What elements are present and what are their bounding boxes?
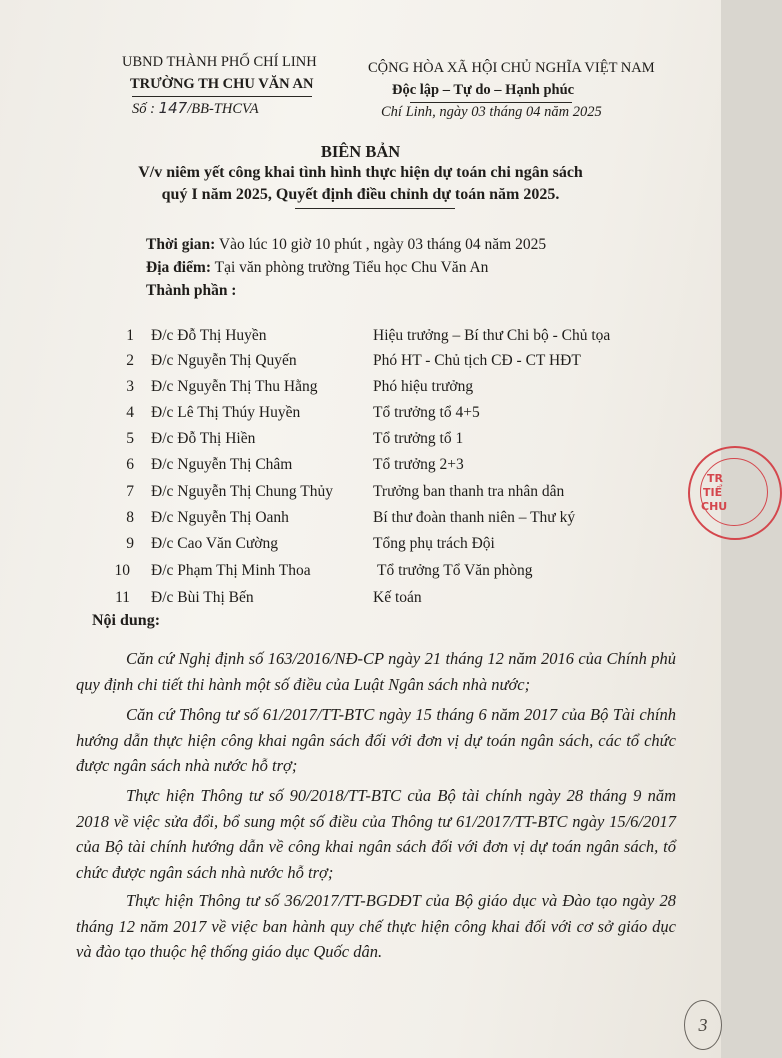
- subject-line-2: quý I năm 2025, Quyết định điều chỉnh dự toán năm 2025.: [161, 186, 560, 203]
- member-number: 3: [126, 378, 134, 395]
- member-role: Tổ trưởng tổ 1: [373, 430, 464, 447]
- meeting-place: Địa điểm: Tại văn phòng trường Tiểu học Chu Văn An: [146, 259, 489, 276]
- document-number: Số : 147/BB-THCVA: [132, 99, 259, 117]
- member-role: Kế toán: [373, 589, 422, 606]
- member-role: Bí thư đoàn thanh niên – Thư ký: [373, 509, 576, 526]
- seal-text-bot: CHU: [701, 500, 728, 513]
- member-name: Đ/c Cao Văn Cường: [151, 535, 278, 552]
- member-role: Tổ trưởng 2+3: [373, 456, 464, 473]
- page-number: 3: [684, 1000, 722, 1050]
- seal-text-mid: TIỂ: [703, 486, 723, 499]
- school-underline: [132, 96, 312, 97]
- member-role: Phó HT - Chủ tịch CĐ - CT HĐT: [373, 352, 581, 369]
- member-number: 4: [126, 404, 134, 421]
- member-role: Hiệu trưởng – Bí thư Chi bộ - Chủ tọa: [373, 327, 611, 344]
- place-date: Chí Linh, ngày 03 tháng 04 năm 2025: [381, 104, 602, 120]
- member-name: Đ/c Đỗ Thị Hiền: [151, 430, 256, 447]
- paragraph-1: Căn cứ Nghị định số 163/2016/NĐ-CP ngày 21 tháng 12 năm 2016 của Chính phủ quy định chi tiết thi hành một số điều của Luật Ngân sách nhà nước;: [76, 649, 676, 694]
- paragraph-2: Căn cứ Thông tư số 61/2017/TT-BTC ngày 15 tháng 6 năm 2017 của Bộ Tài chính hướng dẫn thực hiện công khai ngân sách đối với đơn vị dự toán ngân sách, các tổ chức được ngân sách nhà nước hỗ trợ;: [76, 705, 677, 775]
- paragraph-4: Thực hiện Thông tư số 36/2017/TT-BGDĐT của Bộ giáo dục và Đào tạo ngày 28 tháng 12 năm 2017 về việc ban hành quy chế thực hiện công khai đối với cơ sở giáo dục và đào tạo thuộc hệ thống giáo dục Quốc dân.: [76, 891, 677, 961]
- member-name: Đ/c Nguyễn Thị Quyến: [151, 352, 297, 369]
- member-number: 6: [126, 456, 134, 473]
- seal-text-top: TR: [707, 472, 723, 485]
- member-role: Phó hiệu trưởng: [373, 378, 474, 395]
- member-number: 11: [115, 589, 130, 606]
- member-number: 9: [126, 535, 134, 552]
- member-name: Đ/c Nguyễn Thị Chung Thủy: [151, 483, 333, 500]
- member-number: 8: [126, 509, 134, 526]
- member-name: Đ/c Bùi Thị Bến: [151, 589, 254, 606]
- member-number: 10: [114, 562, 130, 579]
- motto: Độc lập – Tự do – Hạnh phúc: [392, 82, 575, 98]
- member-role: Tổ trưởng Tổ Văn phòng: [377, 562, 533, 579]
- school-name: TRƯỜNG TH CHU VĂN AN: [130, 76, 314, 92]
- member-role: Trưởng ban thanh tra nhân dân: [373, 483, 565, 500]
- motto-underline: [410, 102, 572, 103]
- member-number: 2: [126, 352, 134, 369]
- member-name: Đ/c Phạm Thị Minh Thoa: [151, 562, 311, 579]
- subject-line-1: V/v niêm yết công khai tình hình thực hiện dự toán chi ngân sách: [138, 164, 583, 181]
- paragraph-3: Thực hiện Thông tư số 90/2018/TT-BTC của Bộ tài chính ngày 28 tháng 9 năm 2018 về việc sửa đổi, bổ sung một số điều của Thông tư 61/2017/TT-BTC ngày 15/6/2017 của Bộ tài chính hướng dẫn về công khai ngân sách đối với đơn vị dự toán ngân sách, tổ chức được ngân sách nhà nước hỗ trợ;: [76, 786, 676, 882]
- member-number: 1: [126, 327, 134, 344]
- member-name: Đ/c Lê Thị Thúy Huyền: [151, 404, 301, 421]
- member-role: Tổng phụ trách Đội: [373, 535, 495, 552]
- content-label: Nội dung:: [92, 612, 161, 629]
- member-role: Tổ trưởng tổ 4+5: [373, 404, 480, 421]
- member-name: Đ/c Nguyễn Thị Oanh: [151, 509, 289, 526]
- meeting-time: Thời gian: Vào lúc 10 giờ 10 phút , ngày 03 tháng 04 năm 2025: [146, 236, 547, 253]
- member-number: 7: [126, 483, 134, 500]
- member-number: 5: [126, 430, 134, 447]
- school-seal: [688, 446, 782, 540]
- document-title: BIÊN BẢN: [320, 142, 401, 161]
- authority-name: UBND THÀNH PHỐ CHÍ LINH: [122, 54, 317, 70]
- member-name: Đ/c Nguyễn Thị Châm: [151, 456, 293, 473]
- member-name: Đ/c Nguyễn Thị Thu Hằng: [151, 378, 318, 395]
- title-underline: [295, 208, 455, 209]
- handwritten-number: 147: [158, 99, 188, 117]
- member-name: Đ/c Đỗ Thị Huyền: [151, 327, 267, 344]
- nation-title: CỘNG HÒA XÃ HỘI CHỦ NGHĨA VIỆT NAM: [368, 60, 655, 76]
- members-label: Thành phần :: [146, 282, 237, 299]
